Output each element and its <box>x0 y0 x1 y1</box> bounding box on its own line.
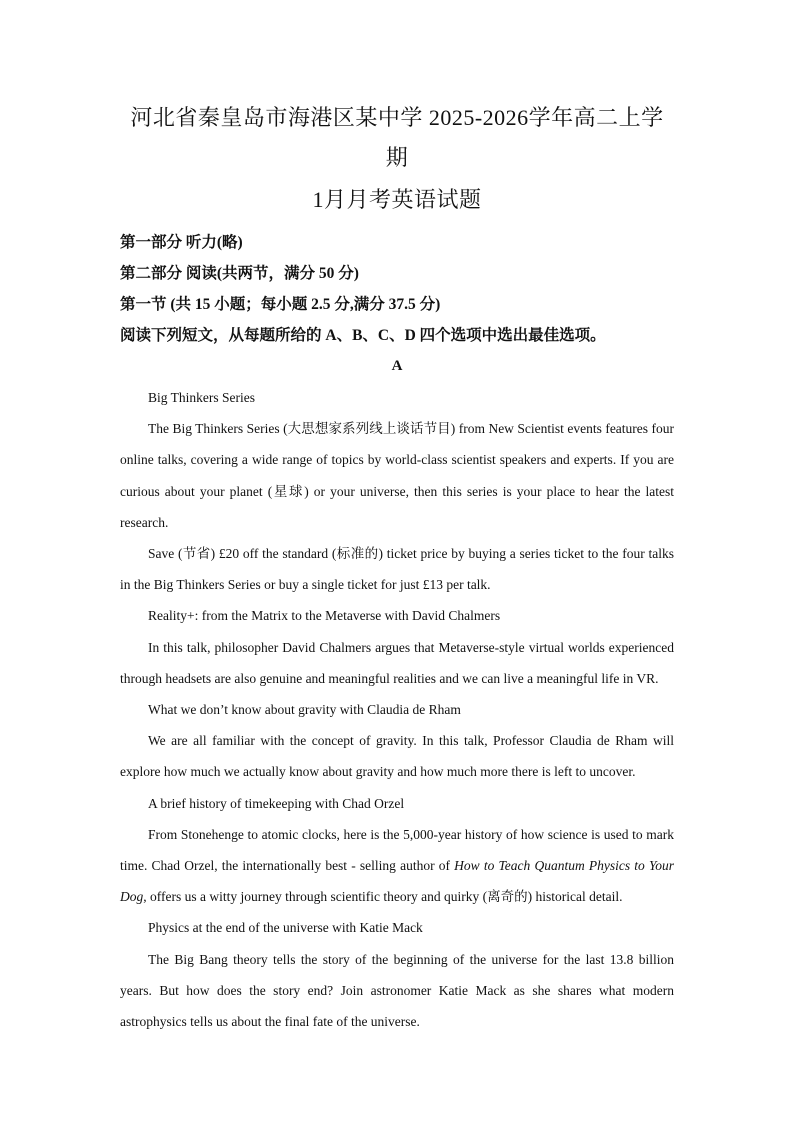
part-two-heading: 第二部分 阅读(共两节，满分 50 分) <box>120 265 359 282</box>
talk-3-body-start: From Stonehenge to atomic clocks, here is the 5,000-year history of how science is used to mark time. Chad Orzel, the internationally best - selling author of <box>120 826 674 874</box>
talk-1-body: In this talk, philosopher David Chalmers argues that Metaverse-style virtual worlds experienced through headsets are also genuine and meaningful realities and we can live a meaningful life in VR. <box>120 639 674 686</box>
talk-3-title: A brief history of timekeeping with Chad Orzel <box>148 795 405 811</box>
talk-3-body <box>120 819 674 913</box>
book-title: How to Teach Quantum Physics to Your Dog <box>120 858 674 905</box>
talk-1-title: Reality+: from the Matrix to the Metaverse with David Chalmers <box>148 608 501 624</box>
talk-4-body: The Big Bang theory tells the story of the beginning of the universe for the last 13.8 billion years. But how does the story end? Join astronomer Katie Mack as she shares what modern astrophysics tells us about the final fate of the universe. <box>120 951 674 1030</box>
passage-heading: Big Thinkers Series <box>148 390 255 405</box>
ticket-paragraph: Save (节省) £20 off the standard (标准的) ticket price by buying a series ticket to the four talks in the Big Thinkers Series or buy a single ticket for just £13 per talk. <box>120 546 674 593</box>
instructions: 阅读下列短文，从每题所给的 A、B、C、D 四个选项中选出最佳选项。 <box>120 327 606 344</box>
talk-3-body-end: , offers us a witty journey through scientific theory and quirky (离奇的) historical detail. <box>143 889 623 905</box>
passage-letter: A <box>391 358 403 374</box>
talk-4-title: Physics at the end of the universe with Katie Mack <box>148 920 423 936</box>
talk-2-body: We are all familiar with the concept of gravity. In this talk, Professor Claudia de Rham will explore how much we actually know about gravity and how much more there is left to uncover. <box>120 733 674 780</box>
talk-2-title: What we don’t know about gravity with Claudia de Rham <box>148 702 461 718</box>
exam-title-line-2: 1月月考英语试题 <box>312 187 482 212</box>
section-one-heading: 第一节 (共 15 小题；每小题 2.5 分,满分 37.5 分) <box>120 296 441 313</box>
exam-title-line-1: 河北省秦皇岛市海港区某中学 2025-2026学年高二上学期 <box>130 105 664 170</box>
intro-paragraph: The Big Thinkers Series (大思想家系列线上谈话节目) from New Scientist events features four online talks, covering a wide range of topics by world-class scientist speakers and experts. If you are curious about your planet (星球) or your universe, then this series is your place to hear the latest research. <box>120 421 674 530</box>
part-one-heading: 第一部分 听力(略) <box>120 234 243 251</box>
